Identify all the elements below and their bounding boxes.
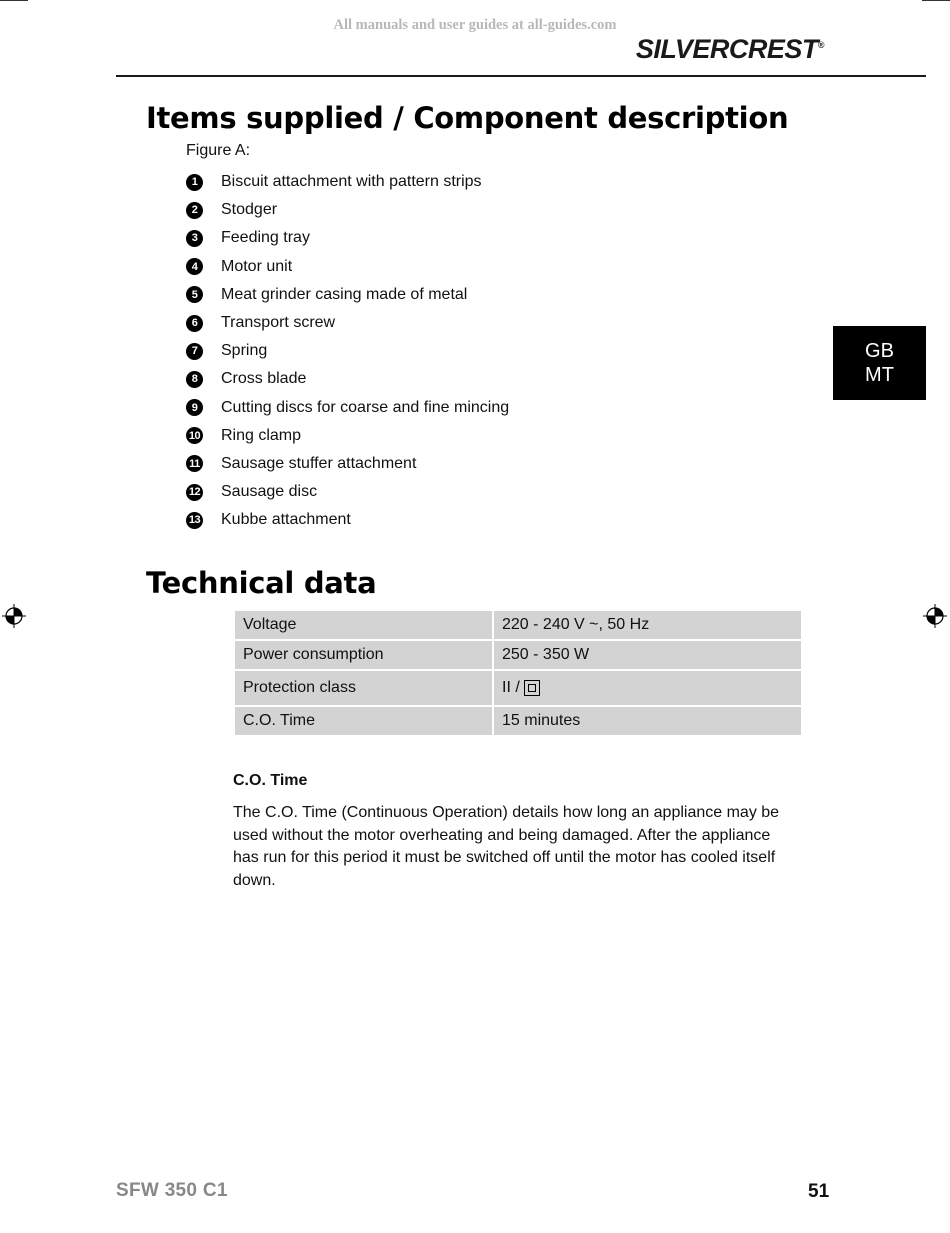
number-badge: 10 [186, 427, 203, 444]
list-item [186, 196, 509, 224]
technical-data-table [233, 609, 803, 737]
item-label: Cross blade [221, 370, 307, 388]
double-insulation-icon [524, 680, 540, 696]
item-label: Biscuit attachment with pattern strips [221, 173, 482, 191]
table-cell-value: 15 minutes [494, 707, 801, 735]
table-row [235, 641, 801, 669]
header-rule [116, 75, 926, 77]
crop-mark [922, 0, 950, 1]
item-label: Spring [221, 342, 268, 360]
registration-mark-icon [923, 604, 947, 628]
table-cell-value: 220 - 240 V ~, 50 Hz [494, 611, 801, 639]
list-item [186, 450, 509, 478]
number-badge: 4 [186, 258, 203, 275]
item-label: Meat grinder casing made of metal [221, 285, 468, 303]
table-cell-value [494, 671, 801, 705]
table-cell-value: 250 - 350 W [494, 641, 801, 669]
number-badge: 11 [186, 455, 203, 472]
brand-logo: SILVERCREST® [635, 34, 824, 64]
number-badge: 5 [186, 286, 203, 303]
table-cell-label: C.O. Time [235, 707, 492, 735]
number-badge: 2 [186, 202, 203, 219]
table-row [235, 671, 801, 705]
item-label: Feeding tray [221, 229, 310, 247]
item-label: Cutting discs for coarse and fine mincing [221, 398, 510, 416]
number-badge: 3 [186, 230, 203, 247]
list-item [186, 365, 509, 393]
page-number: 51 [808, 1181, 830, 1202]
item-label: Transport screw [221, 314, 336, 332]
section-title-items: Items supplied / Component description [146, 101, 789, 135]
co-time-paragraph: The C.O. Time (Continuous Operation) details how long an appliance may be used without the motor overheating and being damaged. After the appliance has run for this period it must be switched off until the motor has cooled itself down. [233, 804, 780, 889]
footer-model-number: SFW 350 C1 [116, 1180, 228, 1201]
number-badge: 6 [186, 315, 203, 332]
item-label: Stodger [221, 201, 278, 219]
list-item [186, 478, 509, 506]
table-cell-label: Protection class [235, 671, 492, 705]
list-item [186, 253, 509, 281]
item-label: Kubbe attachment [221, 511, 351, 529]
registration-mark-icon [2, 604, 26, 628]
number-badge: 13 [186, 512, 203, 529]
item-label: Sausage stuffer attachment [221, 454, 417, 472]
co-time-heading: C.O. Time [233, 772, 308, 789]
watermark: All manuals and user guides at all-guides.com [333, 17, 617, 33]
section-title-technical: Technical data [146, 566, 377, 600]
language-tab [833, 326, 926, 400]
crop-mark [0, 0, 28, 1]
list-item [186, 281, 509, 309]
number-badge: 1 [186, 174, 203, 191]
protection-class-value: II / [502, 679, 520, 696]
number-badge: 8 [186, 371, 203, 388]
table-row [235, 707, 801, 735]
item-label: Ring clamp [221, 426, 302, 444]
table-row [235, 611, 801, 639]
list-item [186, 394, 509, 422]
list-item [186, 224, 509, 252]
component-list [186, 168, 509, 534]
item-label: Sausage disc [221, 483, 318, 501]
list-item [186, 337, 509, 365]
table-cell-label: Voltage [235, 611, 492, 639]
number-badge: 12 [186, 484, 203, 501]
table-cell-label: Power consumption [235, 641, 492, 669]
number-badge: 7 [186, 343, 203, 360]
number-badge: 9 [186, 399, 203, 416]
language-code: MT [865, 364, 894, 386]
list-item [186, 506, 509, 534]
item-label: Motor unit [221, 257, 293, 275]
list-item [186, 309, 509, 337]
figure-label: Figure A: [186, 142, 251, 159]
list-item [186, 422, 509, 450]
list-item [186, 168, 509, 196]
language-code: GB [865, 340, 894, 362]
